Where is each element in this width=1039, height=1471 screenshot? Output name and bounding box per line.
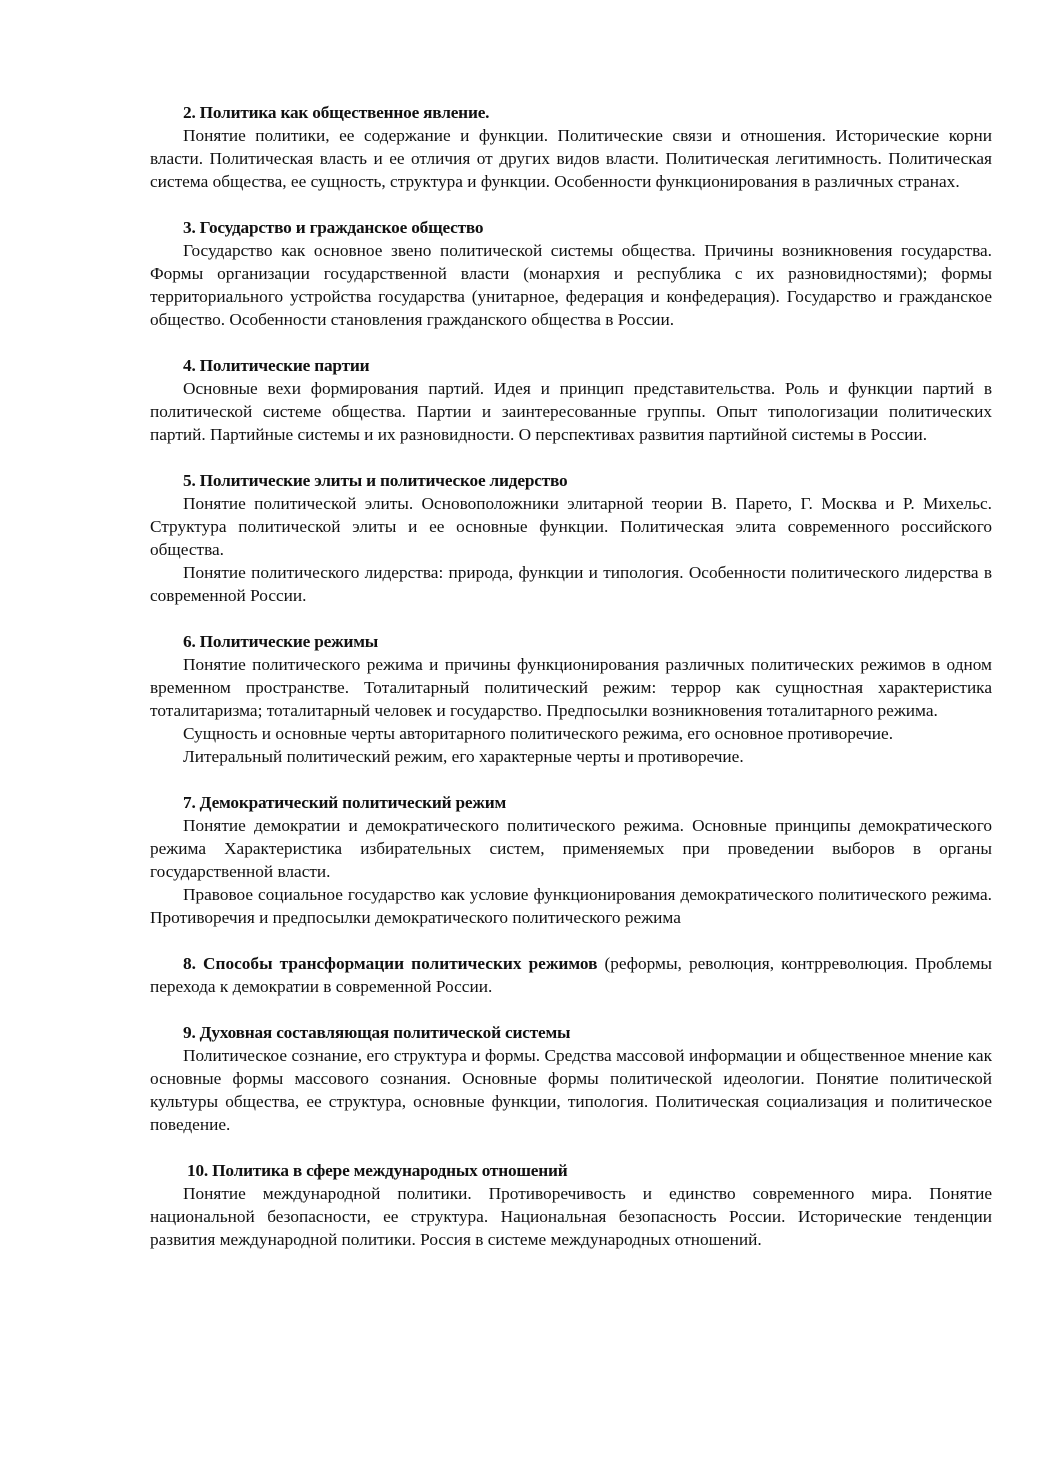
- section-7: [150, 791, 992, 929]
- document-page: [150, 101, 992, 1274]
- section-heading: 7. Демократический политический режим: [183, 793, 507, 812]
- section-paragraph: Литеральный политический режим, его характерные черты и противоречие.: [183, 747, 744, 766]
- section-heading: 6. Политические режимы: [183, 632, 379, 651]
- section-5: [150, 469, 992, 607]
- section-paragraph: Сущность и основные черты авторитарного политического режима, его основное противоречие.: [183, 724, 894, 743]
- section-heading: 9. Духовная составляющая политической системы: [183, 1023, 571, 1042]
- section-paragraph: Понятие демократии и демократического политического режима. Основные принципы демократического режима Характеристика избирательных систем, применяемых при проведении выборов в органы государственной власти.: [150, 816, 992, 881]
- section-heading: 10. Политика в сфере международных отношений: [187, 1161, 568, 1180]
- section-heading: 2. Политика как общественное явление.: [183, 103, 490, 122]
- section-paragraph: Понятие международной политики. Противоречивость и единство современного мира. Понятие национальной безопасности, ее структура. Национальная безопасность России. Исторические тенденции развития международной политики. Россия в системе международных отношений.: [150, 1184, 992, 1249]
- section-heading: 5. Политические элиты и политическое лидерство: [183, 471, 568, 490]
- section-paragraph: Политическое сознание, его структура и формы. Средства массовой информации и общественное мнение как основные формы массового сознания. Основные формы политической идеологии. Понятие политической культуры общества, ее структура, основные функции, типология. Политическая социализация и политическое поведение.: [150, 1046, 992, 1134]
- section-4: [150, 354, 992, 446]
- section-paragraph: Понятие политического режима и причины функционирования различных политических режимов в одном временном пространстве. Тоталитарный политический режим: террор как сущностная характеристика тоталитаризма; тоталитарный человек и государство. Предпосылки возникновения тоталитарного режима.: [150, 655, 992, 720]
- section-3: [150, 216, 992, 331]
- section-paragraph: Правовое социальное государство как условие функционирования демократического политического режима. Противоречия и предпосылки демократического политического режима: [150, 885, 992, 927]
- section-8: [150, 952, 992, 998]
- section-10: [150, 1159, 992, 1251]
- section-9: [150, 1021, 992, 1136]
- section-heading: 3. Государство и гражданское общество: [183, 218, 484, 237]
- section-2: [150, 101, 992, 193]
- section-heading: 8. Способы трансформации политических режимов: [183, 954, 598, 973]
- section-paragraph: [150, 952, 992, 998]
- section-paragraph: Основные вехи формирования партий. Идея и принцип представительства. Роль и функции партий в политической системе общества. Партии и заинтересованные группы. Опыт типологизации политических партий. Партийные системы и их разновидности. О перспективах развития партийной системы в России.: [150, 379, 992, 444]
- section-paragraph: Понятие политического лидерства: природа, функции и типология. Особенности политического лидерства в современной России.: [150, 563, 992, 605]
- section-paragraph: Государство как основное звено политической системы общества. Причины возникновения государства. Формы организации государственной власти (монархия и республика с их разновидностями); формы территориального устройства государства (унитарное, федерация и конфедерация). Государство и гражданское общество. Особенности становления гражданского общества в России.: [150, 241, 992, 329]
- section-heading: 4. Политические партии: [183, 356, 370, 375]
- section-6: [150, 630, 992, 768]
- section-paragraph: Понятие политики, ее содержание и функции. Политические связи и отношения. Исторические корни власти. Политическая власть и ее отличия от других видов власти. Политическая легитимность. Политическая система общества, ее сущность, структура и функции. Особенности функционирования в различных странах.: [150, 126, 992, 191]
- section-paragraph: Понятие политической элиты. Основоположники элитарной теории В. Парето, Г. Москва и Р. Михельс. Структура политической элиты и ее основные функции. Политическая элита современного российского общества.: [150, 494, 992, 559]
- section-inline-text: (реформы, революция, контрреволюция. Проблемы перехода к демократии в современной России.: [150, 954, 993, 996]
